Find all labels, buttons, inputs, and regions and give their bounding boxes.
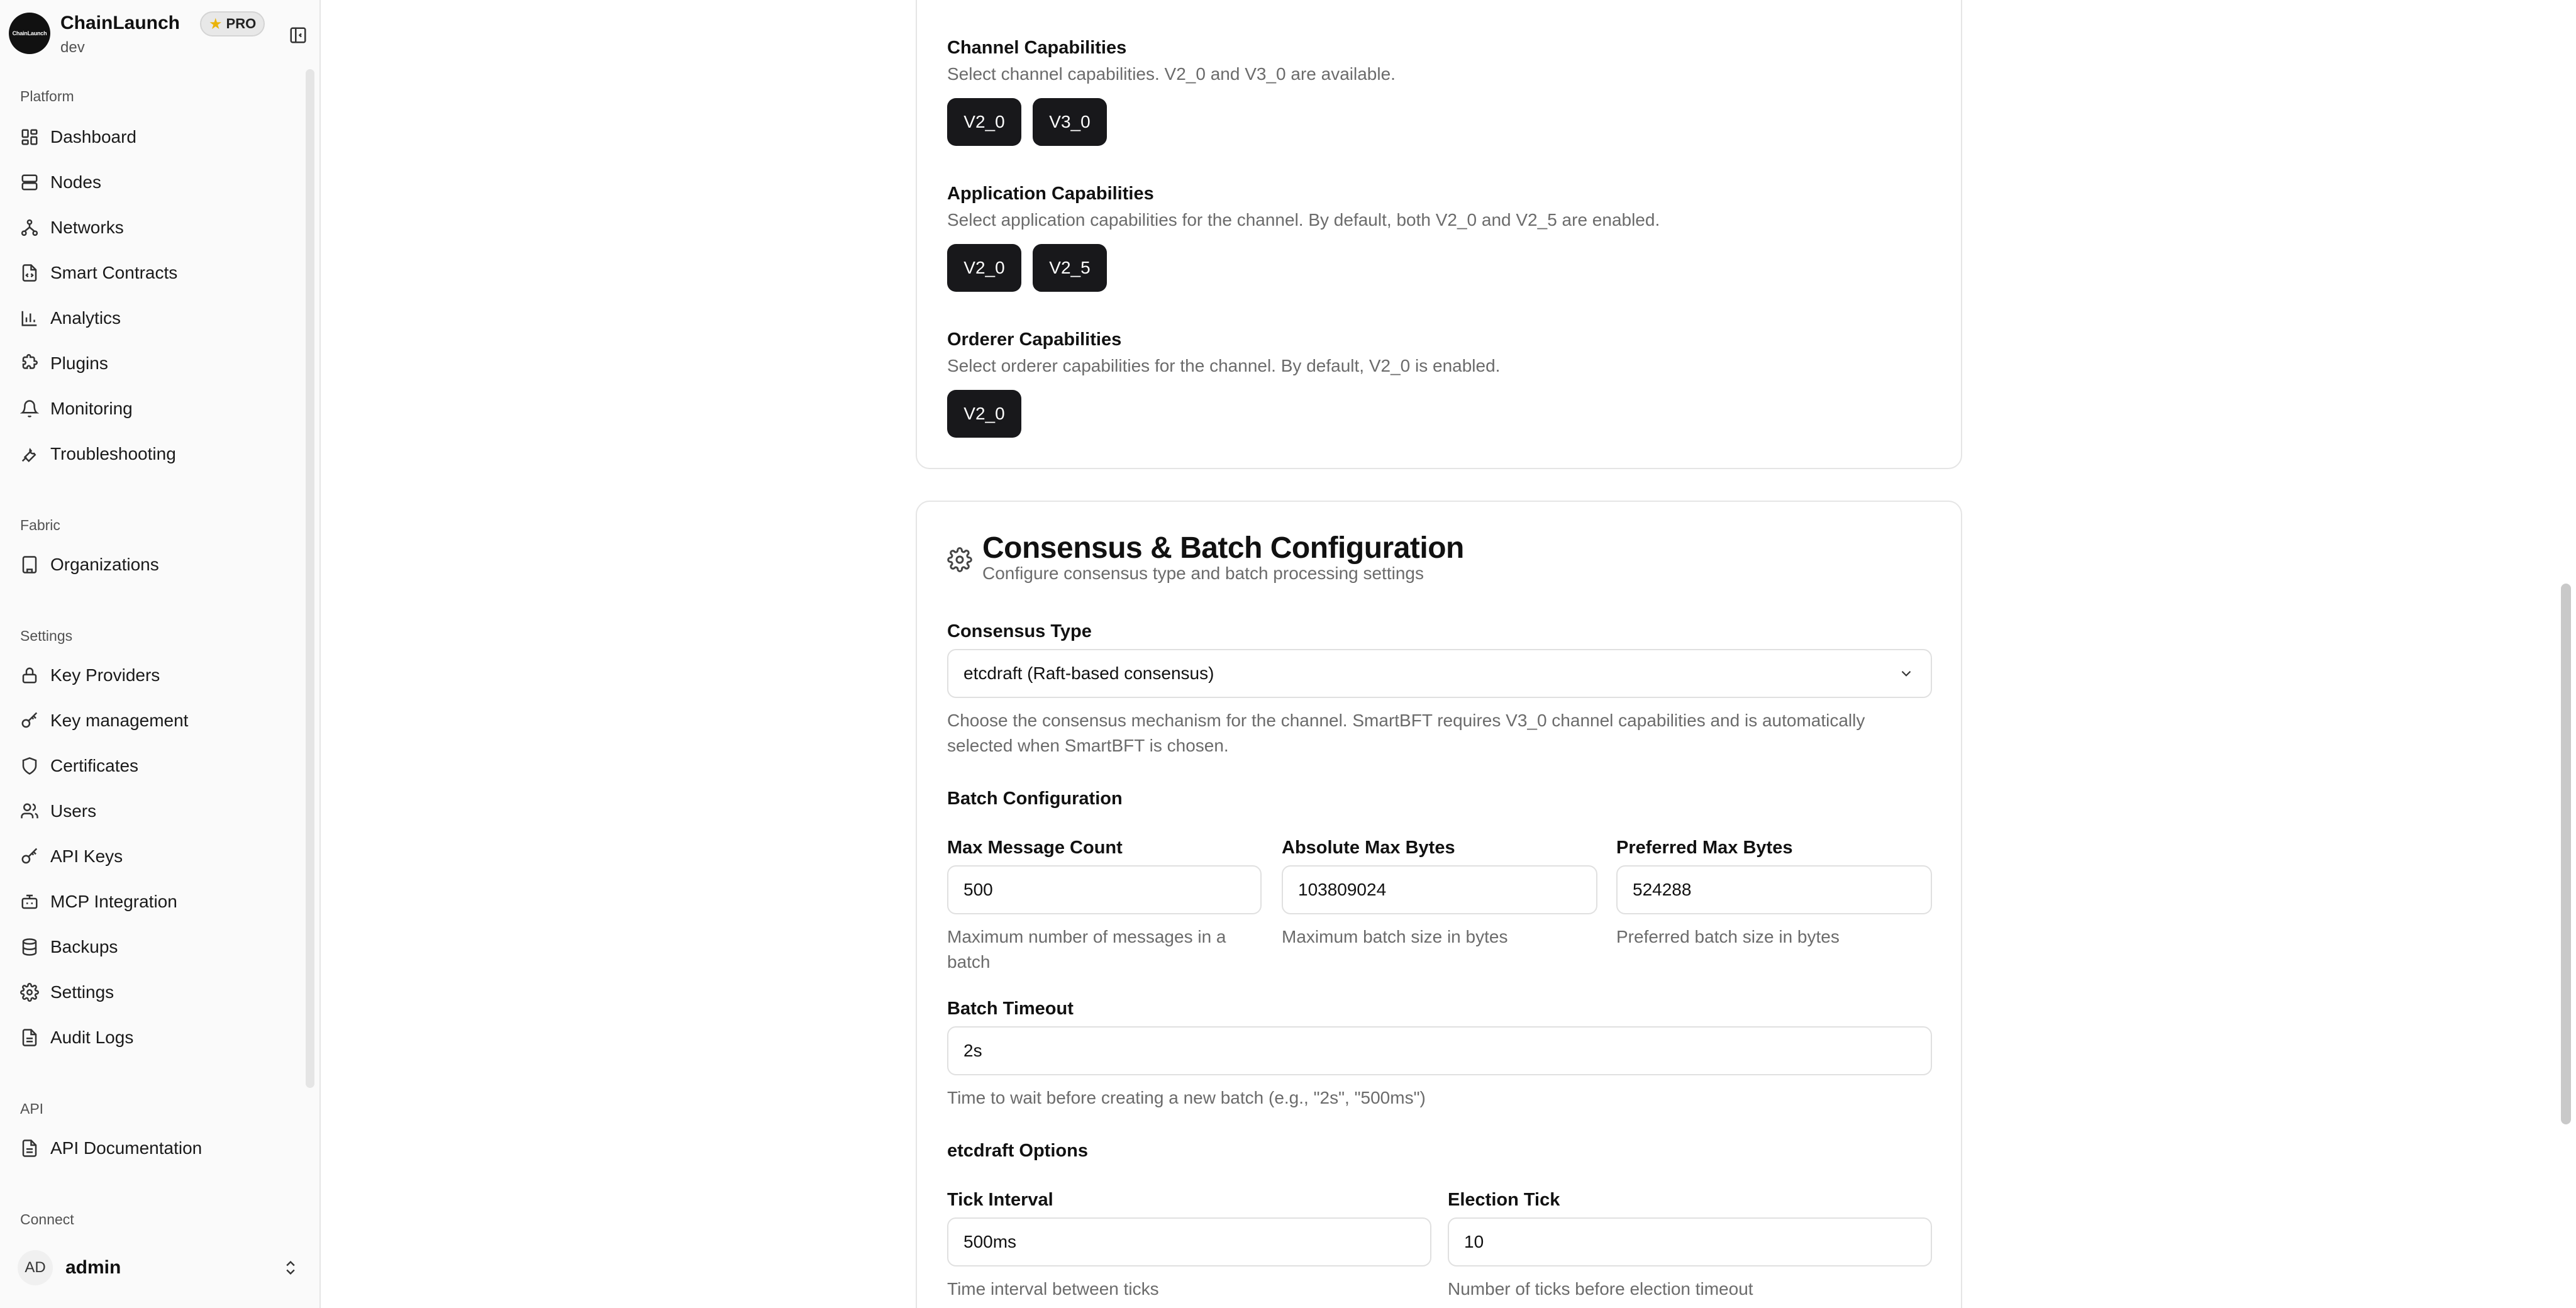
consensus-section-title: Consensus & Batch Configuration: [982, 531, 1464, 565]
nav-group-fabric: Fabric: [20, 517, 60, 533]
sidebar-item-networks[interactable]: [13, 210, 302, 245]
max-message-count-help-line-2: batch: [947, 952, 991, 972]
sidebar-item-label: Backups: [50, 937, 118, 956]
consensus-type-value: etcdraft (Raft-based consensus): [963, 663, 1214, 683]
sidebar-item-key-providers[interactable]: [13, 658, 302, 693]
app-logo: ChainLaunch: [9, 13, 50, 54]
tick-interval-input[interactable]: 500ms: [947, 1217, 1431, 1266]
application-capabilities-title: Application Capabilities: [947, 184, 1154, 204]
sidebar-item-label: Users: [50, 801, 97, 821]
sidebar-item-label: Key Providers: [50, 665, 160, 685]
key-icon: [20, 711, 39, 730]
file-text-icon: [20, 1028, 39, 1047]
consensus-type-help-line-2: selected when SmartBFT is chosen.: [947, 736, 1229, 755]
sidebar-item-monitoring[interactable]: [13, 391, 302, 426]
main-content: [322, 0, 2561, 1308]
sidebar-item-label: Analytics: [50, 308, 121, 328]
tick-interval-help: Time interval between ticks: [947, 1279, 1159, 1299]
channel-capabilities-title: Channel Capabilities: [947, 38, 1127, 58]
page-scrollbar[interactable]: [2561, 584, 2571, 1124]
sidebar-item-organizations[interactable]: [13, 547, 302, 582]
sidebar-item-label: Troubleshooting: [50, 444, 176, 463]
bot-icon: [20, 892, 39, 911]
server-icon: [20, 173, 39, 192]
sidebar-item-audit-logs[interactable]: [13, 1020, 302, 1055]
key-icon: [20, 847, 39, 866]
sidebar-item-plugins[interactable]: [13, 346, 302, 381]
app-environment: dev: [60, 39, 85, 56]
tick-interval-label: Tick Interval: [947, 1190, 1053, 1210]
consensus-section-subtitle: Configure consensus type and batch processing settings: [982, 563, 1424, 583]
gear-icon: [947, 547, 972, 572]
max-message-count-help-line-1: Maximum number of messages in a: [947, 927, 1226, 946]
sidebar-item-troubleshooting[interactable]: [13, 436, 302, 472]
max-message-count-label: Max Message Count: [947, 838, 1123, 858]
sidebar-item-label: MCP Integration: [50, 892, 177, 911]
file-text-icon: [20, 1139, 39, 1158]
election-tick-help: Number of ticks before election timeout: [1448, 1279, 1753, 1299]
application-capabilities-desc: Select application capabilities for the channel. By default, both V2_0 and V2_5 are enabled.: [947, 210, 1660, 230]
sidebar-item-label: Organizations: [50, 555, 159, 574]
sidebar-item-label: Dashboard: [50, 127, 136, 147]
sidebar-item-certificates[interactable]: [13, 748, 302, 784]
users-icon: [20, 802, 39, 821]
absolute-max-bytes-help: Maximum batch size in bytes: [1282, 927, 1508, 946]
bar-chart-icon: [20, 309, 39, 328]
sidebar-item-label: Certificates: [50, 756, 139, 775]
orderer-capability-chip-v2-0[interactable]: V2_0: [947, 390, 1021, 438]
consensus-type-help-line-1: Choose the consensus mechanism for the channel. SmartBFT requires V3_0 channel capabilities and is automatically: [947, 711, 1865, 730]
dashboard-icon: [20, 128, 39, 147]
user-menu-button[interactable]: [18, 1249, 303, 1287]
lock-icon: [20, 666, 39, 685]
etcdraft-options-heading: etcdraft Options: [947, 1141, 1088, 1161]
sidebar-item-dashboard[interactable]: [13, 119, 302, 155]
sidebar: [0, 0, 321, 1308]
sidebar-item-label: API Documentation: [50, 1138, 203, 1158]
sidebar-item-label: Nodes: [50, 172, 101, 192]
application-capability-chip-v2-0[interactable]: V2_0: [947, 244, 1021, 292]
election-tick-input[interactable]: 10: [1448, 1217, 1932, 1266]
sidebar-item-nodes[interactable]: [13, 165, 302, 200]
batch-timeout-input[interactable]: 2s: [947, 1026, 1932, 1075]
sidebar-item-users[interactable]: [13, 794, 302, 829]
sidebar-item-label: Plugins: [50, 353, 108, 373]
avatar: AD: [18, 1250, 53, 1285]
puzzle-icon: [20, 354, 39, 373]
sidebar-item-analytics[interactable]: [13, 301, 302, 336]
consensus-card: [916, 501, 1962, 1308]
star-icon: ★: [209, 15, 223, 33]
chevrons-up-down-icon: [278, 1255, 303, 1280]
sidebar-scrollbar[interactable]: [306, 69, 314, 1088]
sidebar-item-settings[interactable]: [13, 975, 302, 1010]
max-message-count-input[interactable]: 500: [947, 865, 1262, 914]
consensus-type-select[interactable]: [947, 649, 1932, 698]
nav-group-connect: Connect: [20, 1211, 74, 1228]
sidebar-item-api-keys[interactable]: [13, 839, 302, 874]
channel-capabilities-desc: Select channel capabilities. V2_0 and V3_0 are available.: [947, 64, 1396, 84]
capabilities-card: [916, 0, 1962, 469]
sidebar-item-label: Audit Logs: [50, 1028, 134, 1047]
preferred-max-bytes-label: Preferred Max Bytes: [1616, 838, 1793, 858]
sidebar-item-mcp-integration[interactable]: [13, 884, 302, 919]
shield-icon: [20, 757, 39, 775]
orderer-capabilities-title: Orderer Capabilities: [947, 330, 1122, 350]
app-name: ChainLaunch: [60, 13, 180, 33]
sidebar-item-label: Smart Contracts: [50, 263, 178, 282]
sidebar-item-smart-contracts[interactable]: [13, 255, 302, 291]
pro-badge-label: PRO: [226, 16, 257, 31]
election-tick-label: Election Tick: [1448, 1190, 1560, 1210]
panel-left-icon: [289, 26, 308, 45]
database-icon: [20, 938, 39, 956]
batch-timeout-help: Time to wait before creating a new batch (e.g., "2s", "500ms"): [947, 1088, 1426, 1107]
nav-group-platform: Platform: [20, 88, 74, 104]
gear-icon: [20, 983, 39, 1002]
preferred-max-bytes-input[interactable]: 524288: [1616, 865, 1932, 914]
batch-configuration-heading: Batch Configuration: [947, 789, 1123, 809]
application-capability-chip-v2-5[interactable]: V2_5: [1033, 244, 1107, 292]
network-icon: [20, 218, 39, 237]
file-code-icon: [20, 263, 39, 282]
absolute-max-bytes-input[interactable]: 103809024: [1282, 865, 1597, 914]
nav-group-settings: Settings: [20, 628, 73, 644]
brand-header[interactable]: [9, 11, 311, 57]
sidebar-toggle-button[interactable]: [286, 23, 311, 48]
user-name: admin: [65, 1257, 121, 1278]
chevron-down-icon: [1898, 665, 1914, 682]
consensus-type-label: Consensus Type: [947, 621, 1092, 641]
batch-timeout-label: Batch Timeout: [947, 999, 1074, 1019]
sidebar-item-label: Settings: [50, 982, 114, 1002]
channel-capability-chip-v2-0[interactable]: V2_0: [947, 98, 1021, 146]
building-icon: [20, 555, 39, 574]
sidebar-item-label: Monitoring: [50, 399, 133, 418]
pro-badge: [200, 11, 265, 36]
sidebar-item-label: API Keys: [50, 846, 123, 866]
sidebar-item-label: Networks: [50, 218, 124, 237]
orderer-capabilities-desc: Select orderer capabilities for the channel. By default, V2_0 is enabled.: [947, 356, 1501, 375]
wrench-icon: [20, 445, 39, 463]
bell-icon: [20, 399, 39, 418]
sidebar-item-api-documentation[interactable]: [13, 1131, 302, 1166]
sidebar-item-label: Key management: [50, 711, 189, 730]
preferred-max-bytes-help: Preferred batch size in bytes: [1616, 927, 1840, 946]
absolute-max-bytes-label: Absolute Max Bytes: [1282, 838, 1455, 858]
sidebar-item-backups[interactable]: [13, 929, 302, 965]
sidebar-item-key-management[interactable]: [13, 703, 302, 738]
nav-group-api: API: [20, 1100, 44, 1117]
channel-capability-chip-v3-0[interactable]: V3_0: [1033, 98, 1107, 146]
